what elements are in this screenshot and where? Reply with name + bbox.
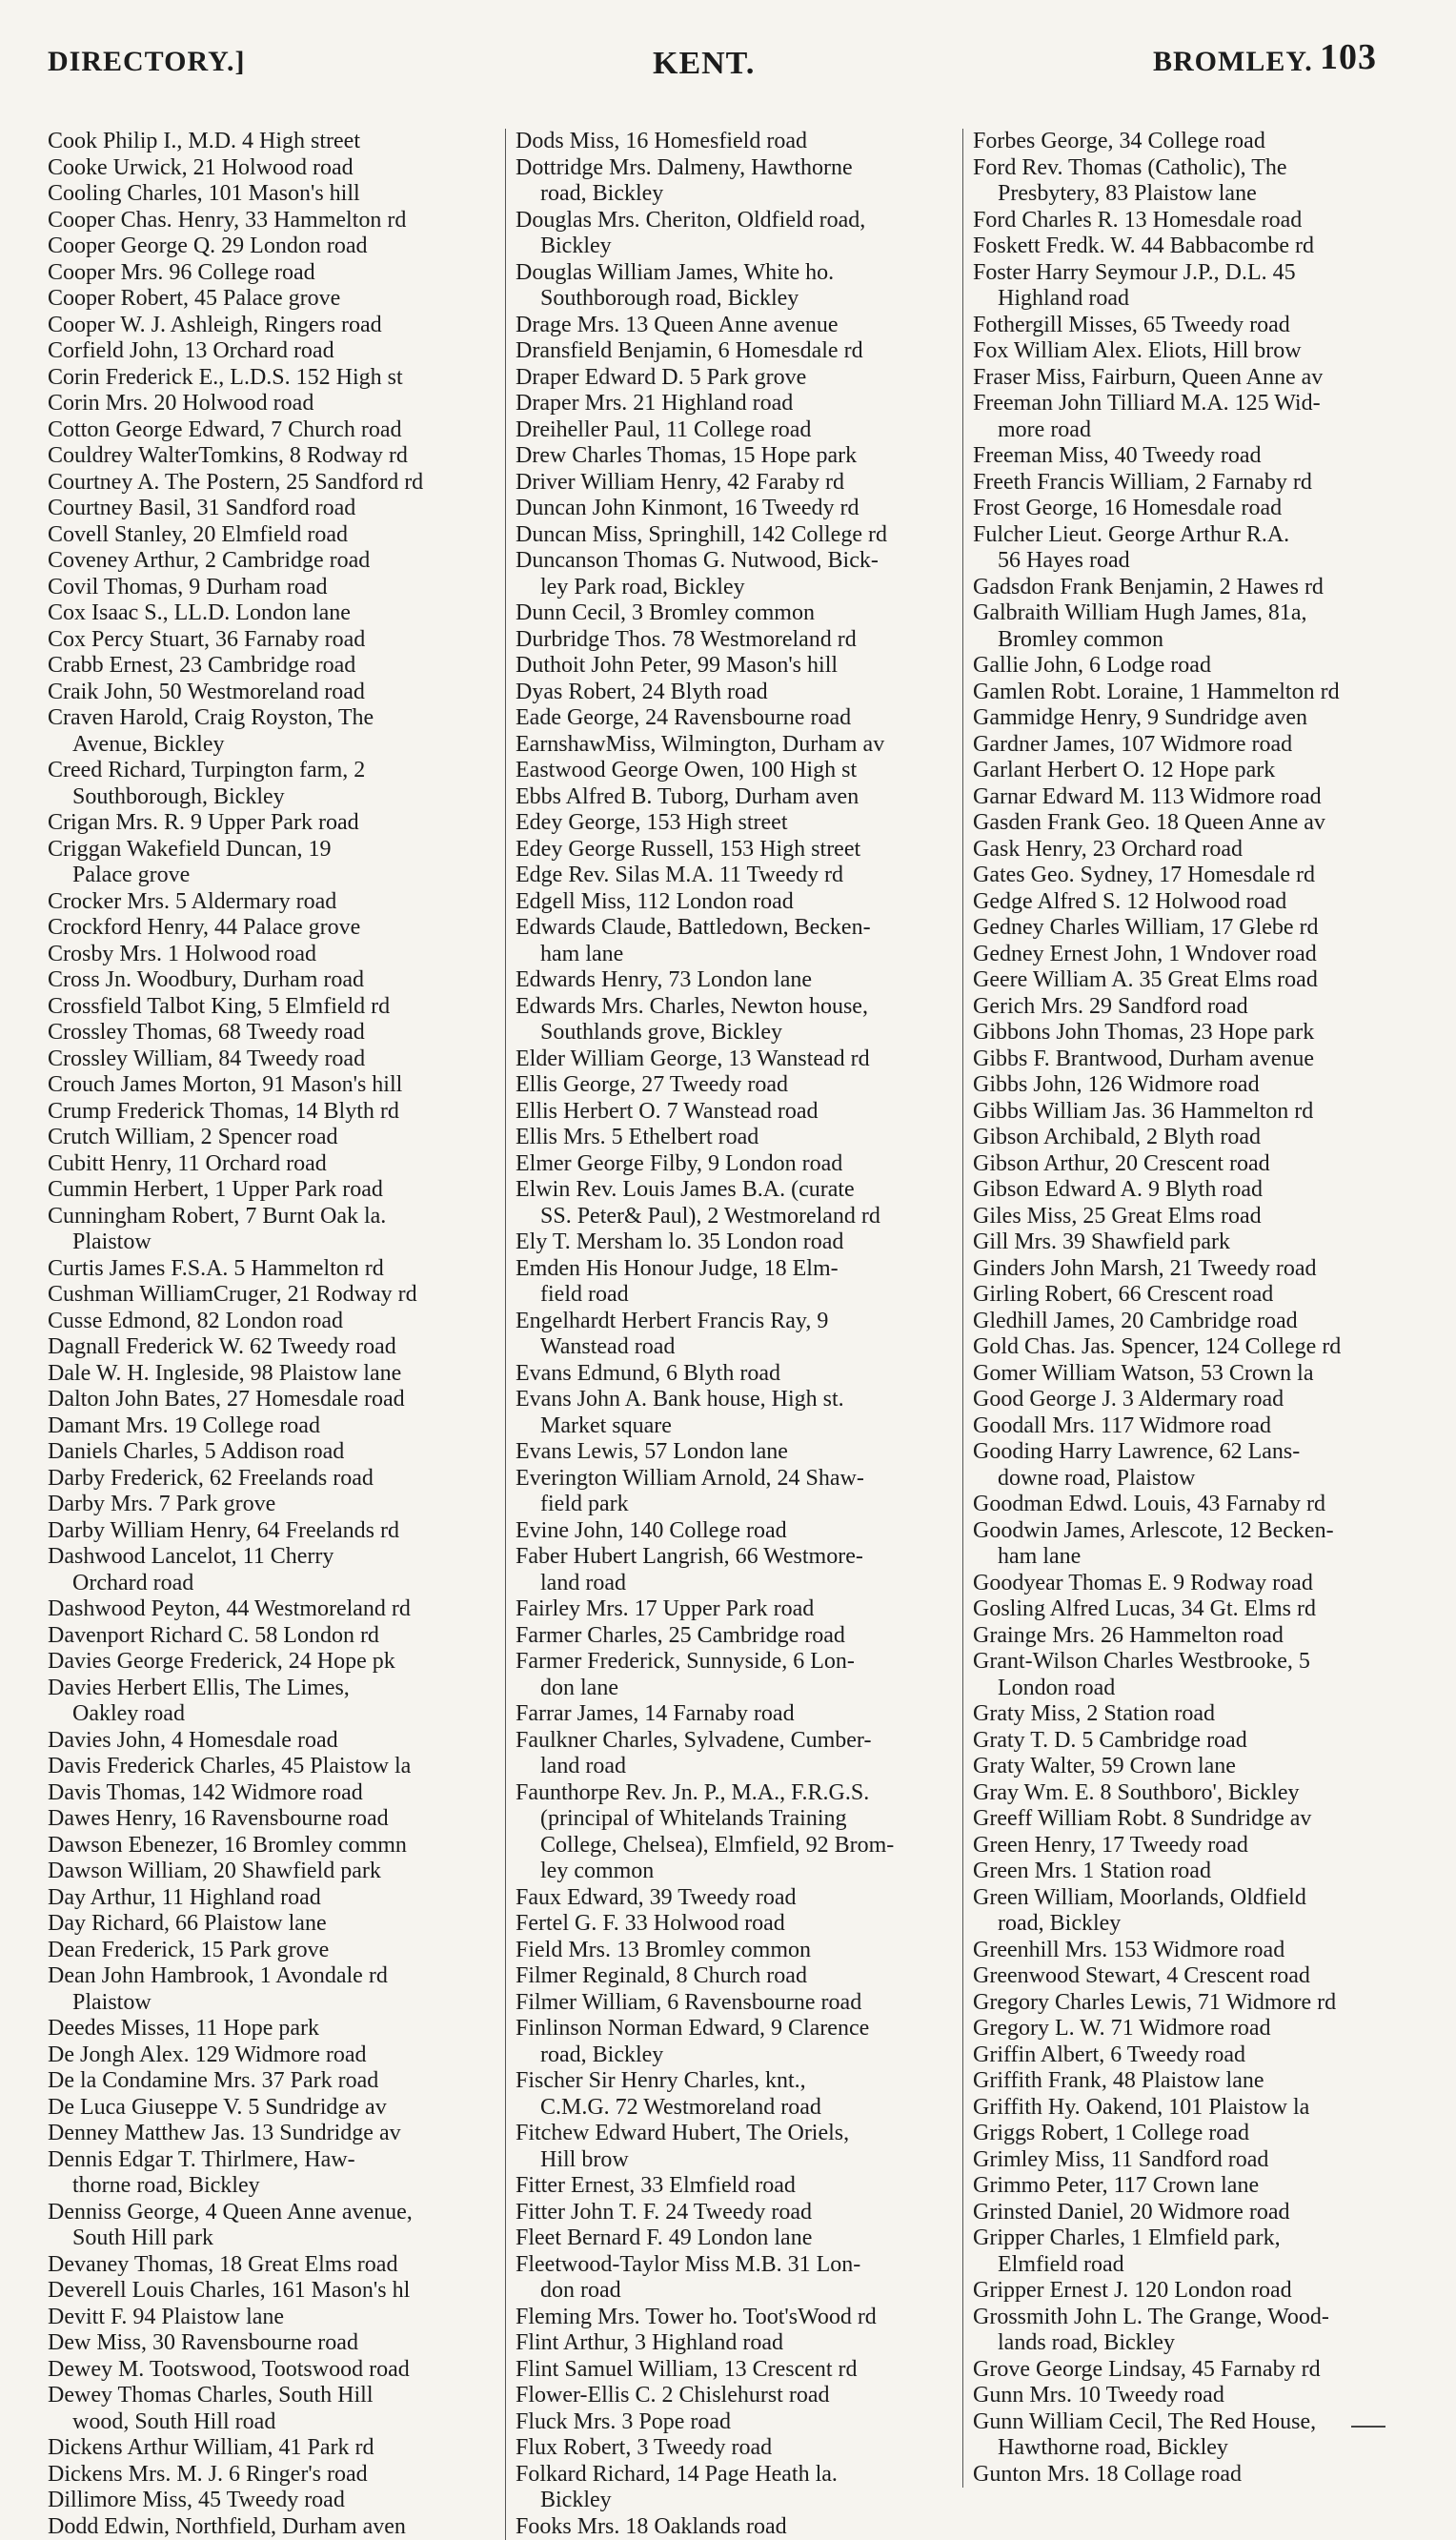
directory-entry: Market square bbox=[516, 1413, 965, 1440]
directory-entry: Green Henry, 17 Tweedy road bbox=[973, 1833, 1430, 1859]
directory-entry: Day Richard, 66 Plaistow lane bbox=[48, 1911, 495, 1938]
directory-entry: Edge Rev. Silas M.A. 11 Tweedy rd bbox=[516, 863, 965, 889]
directory-entry: Crump Frederick Thomas, 14 Blyth rd bbox=[48, 1099, 495, 1126]
directory-entry: Dalton John Bates, 27 Homesdale road bbox=[48, 1387, 495, 1413]
directory-entry: Evans Edmund, 6 Blyth road bbox=[516, 1361, 965, 1388]
directory-entry: Davenport Richard C. 58 London rd bbox=[48, 1623, 495, 1650]
directory-entry: Edwards Claude, Battledown, Becken- bbox=[516, 915, 965, 942]
directory-entry: Faunthorpe Rev. Jn. P., M.A., F.R.G.S. bbox=[516, 1780, 965, 1807]
directory-entry: Cook Philip I., M.D. 4 High street bbox=[48, 129, 495, 155]
directory-entry: Davies Herbert Ellis, The Limes, bbox=[48, 1676, 495, 1702]
directory-entry: Finlinson Norman Edward, 9 Clarence bbox=[516, 2016, 965, 2042]
directory-entry: Faulkner Charles, Sylvadene, Cumber- bbox=[516, 1728, 965, 1755]
directory-entry: Devitt F. 94 Plaistow lane bbox=[48, 2305, 495, 2331]
directory-entry: Ely T. Mersham lo. 35 London road bbox=[516, 1229, 965, 1256]
directory-entry: Gerich Mrs. 29 Sandford road bbox=[973, 994, 1430, 1021]
directory-entry: Flint Arthur, 3 Highland road bbox=[516, 2330, 965, 2357]
directory-entry: Gallie John, 6 Lodge road bbox=[973, 653, 1430, 680]
directory-entry: Fitchew Edward Hubert, The Oriels, bbox=[516, 2121, 965, 2147]
directory-entry: Dods Miss, 16 Homesfield road bbox=[516, 129, 965, 155]
directory-entry: Duncanson Thomas G. Nutwood, Bick- bbox=[516, 548, 965, 575]
directory-entry: Goodall Mrs. 117 Widmore road bbox=[973, 1413, 1430, 1440]
directory-entry: Greenwood Stewart, 4 Crescent road bbox=[973, 1963, 1430, 1990]
directory-entry: Ellis Mrs. 5 Ethelbert road bbox=[516, 1125, 965, 1151]
page-number: 103 bbox=[1320, 36, 1377, 78]
directory-entry: Greeff William Robt. 8 Sundridge av bbox=[973, 1806, 1430, 1833]
directory-entry: Graty Walter, 59 Crown lane bbox=[973, 1754, 1430, 1780]
directory-entry: Deverell Louis Charles, 161 Mason's hl bbox=[48, 2278, 495, 2305]
directory-entry: Covell Stanley, 20 Elmfield road bbox=[48, 522, 495, 549]
directory-entry: Crossley William, 84 Tweedy road bbox=[48, 1046, 495, 1073]
directory-entry: Fraser Miss, Fairburn, Queen Anne av bbox=[973, 365, 1430, 392]
directory-entry: Cooper Robert, 45 Palace grove bbox=[48, 286, 495, 313]
directory-entry: Forbes George, 34 College road bbox=[973, 129, 1430, 155]
directory-entry: Driver William Henry, 42 Faraby rd bbox=[516, 470, 965, 497]
directory-entry: Duncan John Kinmont, 16 Tweedy rd bbox=[516, 496, 965, 522]
directory-entry: Ebbs Alfred B. Tuborg, Durham aven bbox=[516, 784, 965, 811]
directory-entry: Covil Thomas, 9 Durham road bbox=[48, 575, 495, 601]
directory-entry: Gates Geo. Sydney, 17 Homesdale rd bbox=[973, 863, 1430, 889]
directory-entry: Green Mrs. 1 Station road bbox=[973, 1859, 1430, 1885]
directory-entry: Plaistow bbox=[48, 1229, 495, 1256]
directory-entry: Draper Mrs. 21 Highland road bbox=[516, 391, 965, 417]
directory-entry: Drage Mrs. 13 Queen Anne avenue bbox=[516, 313, 965, 339]
directory-entry: ley common bbox=[516, 1859, 965, 1885]
directory-entry: Craven Harold, Craig Royston, The bbox=[48, 705, 495, 732]
directory-entry: Hawthorne road, Bickley bbox=[973, 2435, 1430, 2462]
directory-entry: Dashwood Lancelot, 11 Cherry bbox=[48, 1544, 495, 1571]
directory-entry: Greenhill Mrs. 153 Widmore road bbox=[973, 1938, 1430, 1964]
directory-entry: South Hill park bbox=[48, 2225, 495, 2252]
directory-entry: Good George J. 3 Aldermary road bbox=[973, 1387, 1430, 1413]
directory-entry: Dewey Thomas Charles, South Hill bbox=[48, 2383, 495, 2409]
directory-entry: Dawson William, 20 Shawfield park bbox=[48, 1859, 495, 1885]
directory-entry: field park bbox=[516, 1492, 965, 1518]
directory-entry: Giles Miss, 25 Great Elms road bbox=[973, 1204, 1430, 1230]
directory-entry: Gunton Mrs. 18 Collage road bbox=[973, 2462, 1430, 2489]
directory-entry: EarnshawMiss, Wilmington, Durham av bbox=[516, 732, 965, 759]
directory-entry: Deedes Misses, 11 Hope park bbox=[48, 2016, 495, 2042]
directory-entry: Griffith Hy. Oakend, 101 Plaistow la bbox=[973, 2095, 1430, 2122]
directory-entry: Corin Frederick E., L.D.S. 152 High st bbox=[48, 365, 495, 392]
directory-entry: Creed Richard, Turpington farm, 2 bbox=[48, 758, 495, 784]
directory-entry: Gripper Charles, 1 Elmfield park, bbox=[973, 2225, 1430, 2252]
directory-entry: Coveney Arthur, 2 Cambridge road bbox=[48, 548, 495, 575]
directory-entry: Duncan Miss, Springhill, 142 College rd bbox=[516, 522, 965, 549]
directory-entry: Dawes Henry, 16 Ravensbourne road bbox=[48, 1806, 495, 1833]
directory-entry: don road bbox=[516, 2278, 965, 2305]
directory-entry: 56 Hayes road bbox=[973, 548, 1430, 575]
directory-entry: Grimley Miss, 11 Sandford road bbox=[973, 2147, 1430, 2174]
directory-entry: Gibbs John, 126 Widmore road bbox=[973, 1072, 1430, 1099]
directory-entry: Gomer William Watson, 53 Crown la bbox=[973, 1361, 1430, 1388]
directory-entry: Gedney Ernest John, 1 Wndover road bbox=[973, 942, 1430, 968]
directory-entry: Gadsdon Frank Benjamin, 2 Hawes rd bbox=[973, 575, 1430, 601]
directory-entry: Gedge Alfred S. 12 Holwood road bbox=[973, 889, 1430, 916]
directory-entry: Filmer Reginald, 8 Church road bbox=[516, 1963, 965, 1990]
directory-entry: Cooling Charles, 101 Mason's hill bbox=[48, 181, 495, 208]
directory-entry: Graty Miss, 2 Station road bbox=[973, 1701, 1430, 1728]
directory-entry: Evans John A. Bank house, High st. bbox=[516, 1387, 965, 1413]
directory-entry: Elwin Rev. Louis James B.A. (curate bbox=[516, 1177, 965, 1204]
directory-entry: Gibson Arthur, 20 Crescent road bbox=[973, 1151, 1430, 1178]
directory-entry: Gunn Mrs. 10 Tweedy road bbox=[973, 2383, 1430, 2409]
directory-entry: Flint Samuel William, 13 Crescent rd bbox=[516, 2357, 965, 2384]
directory-entry: Fischer Sir Henry Charles, knt., bbox=[516, 2068, 965, 2095]
directory-entry: Gibson Archibald, 2 Blyth road bbox=[973, 1125, 1430, 1151]
directory-entry: Cotton George Edward, 7 Church road bbox=[48, 417, 495, 444]
directory-entry: Hill brow bbox=[516, 2147, 965, 2174]
directory-entry: Crosby Mrs. 1 Holwood road bbox=[48, 942, 495, 968]
directory-entry: Eastwood George Owen, 100 High st bbox=[516, 758, 965, 784]
directory-entry: wood, South Hill road bbox=[48, 2409, 495, 2436]
directory-entry: Dew Miss, 30 Ravensbourne road bbox=[48, 2330, 495, 2357]
directory-entry: Curtis James F.S.A. 5 Hammelton rd bbox=[48, 1256, 495, 1283]
directory-entry: Gosling Alfred Lucas, 34 Gt. Elms rd bbox=[973, 1596, 1430, 1623]
directory-entry: more road bbox=[973, 417, 1430, 444]
directory-entry: Davies John, 4 Homesdale road bbox=[48, 1728, 495, 1755]
directory-entry: Presbytery, 83 Plaistow lane bbox=[973, 181, 1430, 208]
directory-entry: Gask Henry, 23 Orchard road bbox=[973, 837, 1430, 864]
directory-entry: Durbridge Thos. 78 Westmoreland rd bbox=[516, 627, 965, 654]
directory-entry: Corfield John, 13 Orchard road bbox=[48, 338, 495, 365]
directory-entry: Bickley bbox=[516, 2488, 965, 2514]
directory-entry: Draper Edward D. 5 Park grove bbox=[516, 365, 965, 392]
directory-entry: ham lane bbox=[516, 942, 965, 968]
page-header bbox=[48, 29, 1382, 95]
directory-entry: Denney Matthew Jas. 13 Sundridge av bbox=[48, 2121, 495, 2147]
directory-entry: Fitter John T. F. 24 Tweedy road bbox=[516, 2200, 965, 2226]
directory-entry: Flower-Ellis C. 2 Chislehurst road bbox=[516, 2383, 965, 2409]
directory-entry: Crockford Henry, 44 Palace grove bbox=[48, 915, 495, 942]
directory-entry: Edgell Miss, 112 London road bbox=[516, 889, 965, 916]
directory-entry: Palace grove bbox=[48, 863, 495, 889]
directory-entry: Frost George, 16 Homesdale road bbox=[973, 496, 1430, 522]
directory-entry: Dean John Hambrook, 1 Avondale rd bbox=[48, 1963, 495, 1990]
directory-entry: Galbraith William Hugh James, 81a, bbox=[973, 600, 1430, 627]
directory-entry: De Jongh Alex. 129 Widmore road bbox=[48, 2042, 495, 2069]
directory-entry: lands road, Bickley bbox=[973, 2330, 1430, 2357]
directory-entry: Dean Frederick, 15 Park grove bbox=[48, 1938, 495, 1964]
directory-entry: Davis Frederick Charles, 45 Plaistow la bbox=[48, 1754, 495, 1780]
directory-entry: Dickens Mrs. M. J. 6 Ringer's road bbox=[48, 2462, 495, 2489]
directory-entry: Freeman John Tilliard M.A. 125 Wid- bbox=[973, 391, 1430, 417]
directory-entry: Davies George Frederick, 24 Hope pk bbox=[48, 1649, 495, 1676]
directory-entry: Denniss George, 4 Queen Anne avenue, bbox=[48, 2200, 495, 2226]
directory-entry: Gray Wm. E. 8 Southboro', Bickley bbox=[973, 1780, 1430, 1807]
directory-entry: Ford Rev. Thomas (Catholic), The bbox=[973, 155, 1430, 182]
directory-entry: Cox Percy Stuart, 36 Farnaby road bbox=[48, 627, 495, 654]
directory-entry: Farmer Charles, 25 Cambridge road bbox=[516, 1623, 965, 1650]
directory-entry: Ginders John Marsh, 21 Tweedy road bbox=[973, 1256, 1430, 1283]
directory-entry: Southborough road, Bickley bbox=[516, 286, 965, 313]
directory-entry: Cusse Edmond, 82 London road bbox=[48, 1309, 495, 1335]
directory-entry: Edwards Mrs. Charles, Newton house, bbox=[516, 994, 965, 1021]
directory-entry: Douglas Mrs. Cheriton, Oldfield road, bbox=[516, 208, 965, 234]
directory-entry: Freeman Miss, 40 Tweedy road bbox=[973, 443, 1430, 470]
directory-entry: Couldrey WalterTomkins, 8 Rodway rd bbox=[48, 443, 495, 470]
directory-entry: Goodwin James, Arlescote, 12 Becken- bbox=[973, 1518, 1430, 1545]
directory-entry: Duthoit John Peter, 99 Mason's hill bbox=[516, 653, 965, 680]
directory-entry: Douglas William James, White ho. bbox=[516, 260, 965, 287]
directory-entry: Everington William Arnold, 24 Shaw- bbox=[516, 1466, 965, 1493]
directory-entry: Gold Chas. Jas. Spencer, 124 College rd bbox=[973, 1334, 1430, 1361]
directory-entry: Ford Charles R. 13 Homesdale road bbox=[973, 208, 1430, 234]
directory-entry: Dickens Arthur William, 41 Park rd bbox=[48, 2435, 495, 2462]
directory-entry: ham lane bbox=[973, 1544, 1430, 1571]
directory-entry: Farrar James, 14 Farnaby road bbox=[516, 1701, 965, 1728]
directory-entry: Cushman WilliamCruger, 21 Rodway rd bbox=[48, 1282, 495, 1309]
directory-entry: Dyas Robert, 24 Blyth road bbox=[516, 680, 965, 706]
directory-entry: Highland road bbox=[973, 286, 1430, 313]
directory-entry: Fertel G. F. 33 Holwood road bbox=[516, 1911, 965, 1938]
directory-entry: road, Bickley bbox=[973, 1911, 1430, 1938]
directory-entry: Elmfield road bbox=[973, 2252, 1430, 2279]
directory-entry: Folkard Richard, 14 Page Heath la. bbox=[516, 2462, 965, 2489]
directory-entry: Crouch James Morton, 91 Mason's hill bbox=[48, 1072, 495, 1099]
directory-entry: Dreiheller Paul, 11 College road bbox=[516, 417, 965, 444]
running-head-right: BROMLEY. bbox=[1153, 46, 1313, 78]
directory-entry: (principal of Whitelands Training bbox=[516, 1806, 965, 1833]
directory-entry: Dunn Cecil, 3 Bromley common bbox=[516, 600, 965, 627]
directory-entry: Fleet Bernard F. 49 London lane bbox=[516, 2225, 965, 2252]
directory-entry: land road bbox=[516, 1571, 965, 1597]
directory-entry: Edey George Russell, 153 High street bbox=[516, 837, 965, 864]
directory-entry: Crutch William, 2 Spencer road bbox=[48, 1125, 495, 1151]
directory-entry: Avenue, Bickley bbox=[48, 732, 495, 759]
running-head-center: KENT. bbox=[653, 46, 755, 82]
directory-entry: Fulcher Lieut. George Arthur R.A. bbox=[973, 522, 1430, 549]
directory-entry: Gedney Charles William, 17 Glebe rd bbox=[973, 915, 1430, 942]
directory-entry: Filmer William, 6 Ravensbourne road bbox=[516, 1990, 965, 2017]
directory-entry: Cooper Chas. Henry, 33 Hammelton rd bbox=[48, 208, 495, 234]
directory-entry: Dillimore Miss, 45 Tweedy road bbox=[48, 2488, 495, 2514]
directory-entry: Dawson Ebenezer, 16 Bromley commn bbox=[48, 1833, 495, 1859]
directory-entry: Criggan Wakefield Duncan, 19 bbox=[48, 837, 495, 864]
directory-entry: Crabb Ernest, 23 Cambridge road bbox=[48, 653, 495, 680]
directory-entry: Courtney A. The Postern, 25 Sandford rd bbox=[48, 470, 495, 497]
column-2 bbox=[505, 129, 965, 2540]
directory-entry: Field Mrs. 13 Bromley common bbox=[516, 1938, 965, 1964]
directory-entry: Griffin Albert, 6 Tweedy road bbox=[973, 2042, 1430, 2069]
directory-entry: Gunn William Cecil, The Red House, bbox=[973, 2409, 1430, 2436]
directory-entry: Gibbs William Jas. 36 Hammelton rd bbox=[973, 1099, 1430, 1126]
directory-entry: Griggs Robert, 1 College road bbox=[973, 2121, 1430, 2147]
directory-entry: Freeth Francis William, 2 Farnaby rd bbox=[973, 470, 1430, 497]
directory-entry: Ellis George, 27 Tweedy road bbox=[516, 1072, 965, 1099]
directory-entry: Fleetwood-Taylor Miss M.B. 31 Lon- bbox=[516, 2252, 965, 2279]
directory-entry: Southborough, Bickley bbox=[48, 784, 495, 811]
directory-entry: Dale W. H. Ingleside, 98 Plaistow lane bbox=[48, 1361, 495, 1388]
directory-entry: Dewey M. Tootswood, Tootswood road bbox=[48, 2357, 495, 2384]
directory-entry: London road bbox=[973, 1676, 1430, 1702]
directory-entry: Griffith Frank, 48 Plaistow lane bbox=[973, 2068, 1430, 2095]
directory-entry: Crigan Mrs. R. 9 Upper Park road bbox=[48, 810, 495, 837]
directory-entry: Grimmo Peter, 117 Crown lane bbox=[973, 2173, 1430, 2200]
directory-entry: Evans Lewis, 57 London lane bbox=[516, 1439, 965, 1466]
directory-entry: Evine John, 140 College road bbox=[516, 1518, 965, 1545]
directory-entry: Corin Mrs. 20 Holwood road bbox=[48, 391, 495, 417]
directory-entry: Darby Mrs. 7 Park grove bbox=[48, 1492, 495, 1518]
directory-entry: thorne road, Bickley bbox=[48, 2173, 495, 2200]
directory-entry: De la Condamine Mrs. 37 Park road bbox=[48, 2068, 495, 2095]
directory-entry: Fox William Alex. Eliots, Hill brow bbox=[973, 338, 1430, 365]
directory-entry: Grossmith John L. The Grange, Wood- bbox=[973, 2305, 1430, 2331]
directory-entry: field road bbox=[516, 1282, 965, 1309]
directory-entry: Fluck Mrs. 3 Pope road bbox=[516, 2409, 965, 2436]
directory-entry: Flux Robert, 3 Tweedy road bbox=[516, 2435, 965, 2462]
directory-entry: Cooper W. J. Ashleigh, Ringers road bbox=[48, 313, 495, 339]
directory-entry: Garnar Edward M. 113 Widmore road bbox=[973, 784, 1430, 811]
directory-entry: De Luca Giuseppe V. 5 Sundridge av bbox=[48, 2095, 495, 2122]
directory-entry: Drew Charles Thomas, 15 Hope park bbox=[516, 443, 965, 470]
directory-entry: road, Bickley bbox=[516, 181, 965, 208]
directory-entry: don lane bbox=[516, 1676, 965, 1702]
directory-entry: Elder William George, 13 Wanstead rd bbox=[516, 1046, 965, 1073]
directory-entry: Fairley Mrs. 17 Upper Park road bbox=[516, 1596, 965, 1623]
directory-entry: Wanstead road bbox=[516, 1334, 965, 1361]
directory-entry: Dagnall Frederick W. 62 Tweedy road bbox=[48, 1334, 495, 1361]
directory-entry: Cox Isaac S., LL.D. London lane bbox=[48, 600, 495, 627]
directory-entry: Faux Edward, 39 Tweedy road bbox=[516, 1885, 965, 1912]
directory-entry: Damant Mrs. 19 College road bbox=[48, 1413, 495, 1440]
directory-entry: Grinsted Daniel, 20 Widmore road bbox=[973, 2200, 1430, 2226]
directory-entry: Gasden Frank Geo. 18 Queen Anne av bbox=[973, 810, 1430, 837]
directory-entry: Grove George Lindsay, 45 Farnaby rd bbox=[973, 2357, 1430, 2384]
footer-rule bbox=[1351, 2426, 1385, 2428]
running-head-left: DIRECTORY.] bbox=[48, 46, 246, 78]
directory-entry: Farmer Frederick, Sunnyside, 6 Lon- bbox=[516, 1649, 965, 1676]
directory-entry: Foster Harry Seymour J.P., D.L. 45 bbox=[973, 260, 1430, 287]
directory-entry: Crossfield Talbot King, 5 Elmfield rd bbox=[48, 994, 495, 1021]
directory-entry: Emden His Honour Judge, 18 Elm- bbox=[516, 1256, 965, 1283]
directory-entry: Graty T. D. 5 Cambridge road bbox=[973, 1728, 1430, 1755]
directory-entry: land road bbox=[516, 1754, 965, 1780]
directory-entry: Grainge Mrs. 26 Hammelton road bbox=[973, 1623, 1430, 1650]
directory-entry: Crocker Mrs. 5 Aldermary road bbox=[48, 889, 495, 916]
directory-entry: Orchard road bbox=[48, 1571, 495, 1597]
directory-entry: ley Park road, Bickley bbox=[516, 575, 965, 601]
directory-entry: Crossley Thomas, 68 Tweedy road bbox=[48, 1020, 495, 1046]
directory-entry: Gooding Harry Lawrence, 62 Lans- bbox=[973, 1439, 1430, 1466]
directory-entry: Edey George, 153 High street bbox=[516, 810, 965, 837]
directory-entry: Gripper Ernest J. 120 London road bbox=[973, 2278, 1430, 2305]
directory-entry: Cubitt Henry, 11 Orchard road bbox=[48, 1151, 495, 1178]
directory-entry: Gregory Charles Lewis, 71 Widmore rd bbox=[973, 1990, 1430, 2017]
directory-entry: Bromley common bbox=[973, 627, 1430, 654]
directory-entry: Faber Hubert Langrish, 66 Westmore- bbox=[516, 1544, 965, 1571]
directory-entry: Ellis Herbert O. 7 Wanstead road bbox=[516, 1099, 965, 1126]
directory-entry: Goodman Edwd. Louis, 43 Farnaby rd bbox=[973, 1492, 1430, 1518]
directory-entry: Dashwood Peyton, 44 Westmoreland rd bbox=[48, 1596, 495, 1623]
directory-entry: Gardner James, 107 Widmore road bbox=[973, 732, 1430, 759]
directory-entry: Daniels Charles, 5 Addison road bbox=[48, 1439, 495, 1466]
directory-entry: Edwards Henry, 73 London lane bbox=[516, 967, 965, 994]
directory-entry: Fitter Ernest, 33 Elmfield road bbox=[516, 2173, 965, 2200]
directory-entry: Southlands grove, Bickley bbox=[516, 1020, 965, 1046]
directory-entry: Gibbons John Thomas, 23 Hope park bbox=[973, 1020, 1430, 1046]
directory-entry: Gregory L. W. 71 Widmore road bbox=[973, 2016, 1430, 2042]
directory-entry: Gammidge Henry, 9 Sundridge aven bbox=[973, 705, 1430, 732]
directory-entry: Geere William A. 35 Great Elms road bbox=[973, 967, 1430, 994]
directory-entry: Grant-Wilson Charles Westbrooke, 5 bbox=[973, 1649, 1430, 1676]
directory-entry: Craik John, 50 Westmoreland road bbox=[48, 680, 495, 706]
directory-entry: road, Bickley bbox=[516, 2042, 965, 2069]
directory-entry: Cummin Herbert, 1 Upper Park road bbox=[48, 1177, 495, 1204]
directory-entry: Green William, Moorlands, Oldfield bbox=[973, 1885, 1430, 1912]
directory-entry: Fothergill Misses, 65 Tweedy road bbox=[973, 313, 1430, 339]
directory-entry: Cross Jn. Woodbury, Durham road bbox=[48, 967, 495, 994]
directory-entry: Oakley road bbox=[48, 1701, 495, 1728]
directory-entry: Plaistow bbox=[48, 1990, 495, 2017]
directory-entry: Dottridge Mrs. Dalmeny, Hawthorne bbox=[516, 155, 965, 182]
directory-entry: Engelhardt Herbert Francis Ray, 9 bbox=[516, 1309, 965, 1335]
directory-entry: Girling Robert, 66 Crescent road bbox=[973, 1282, 1430, 1309]
directory-entry: Dodd Edwin, Northfield, Durham aven bbox=[48, 2514, 495, 2540]
directory-entry: Elmer George Filby, 9 London road bbox=[516, 1151, 965, 1178]
directory-entry: Garlant Herbert O. 12 Hope park bbox=[973, 758, 1430, 784]
directory-entry: Cunningham Robert, 7 Burnt Oak la. bbox=[48, 1204, 495, 1230]
directory-entry: Goodyear Thomas E. 9 Rodway road bbox=[973, 1571, 1430, 1597]
directory-entry: SS. Peter& Paul), 2 Westmoreland rd bbox=[516, 1204, 965, 1230]
directory-entry: Davis Thomas, 142 Widmore road bbox=[48, 1780, 495, 1807]
directory-entry: Courtney Basil, 31 Sandford road bbox=[48, 496, 495, 522]
directory-entry: College, Chelsea), Elmfield, 92 Brom- bbox=[516, 1833, 965, 1859]
directory-entry: Foskett Fredk. W. 44 Babbacombe rd bbox=[973, 234, 1430, 260]
directory-entry: Eade George, 24 Ravensbourne road bbox=[516, 705, 965, 732]
directory-entry: Gibbs F. Brantwood, Durham avenue bbox=[973, 1046, 1430, 1073]
directory-entry: Gamlen Robt. Loraine, 1 Hammelton rd bbox=[973, 680, 1430, 706]
directory-entry: Darby William Henry, 64 Freelands rd bbox=[48, 1518, 495, 1545]
directory-entry: Bickley bbox=[516, 234, 965, 260]
directory-entry: Fleming Mrs. Tower ho. Toot'sWood rd bbox=[516, 2305, 965, 2331]
directory-entry: Cooper George Q. 29 London road bbox=[48, 234, 495, 260]
directory-entry: Gibson Edward A. 9 Blyth road bbox=[973, 1177, 1430, 1204]
directory-entry: Fooks Mrs. 18 Oaklands road bbox=[516, 2514, 965, 2540]
directory-entry: Gledhill James, 20 Cambridge road bbox=[973, 1309, 1430, 1335]
directory-entry: Darby Frederick, 62 Freelands road bbox=[48, 1466, 495, 1493]
column-3 bbox=[962, 129, 1430, 2488]
directory-entry: Devaney Thomas, 18 Great Elms road bbox=[48, 2252, 495, 2279]
directory-entry: Dransfield Benjamin, 6 Homesdale rd bbox=[516, 338, 965, 365]
directory-entry: Cooke Urwick, 21 Holwood road bbox=[48, 155, 495, 182]
directory-entry: Gill Mrs. 39 Shawfield park bbox=[973, 1229, 1430, 1256]
column-1 bbox=[48, 129, 495, 2540]
directory-entry: downe road, Plaistow bbox=[973, 1466, 1430, 1493]
directory-entry: C.M.G. 72 Westmoreland road bbox=[516, 2095, 965, 2122]
directory-entry: Cooper Mrs. 96 College road bbox=[48, 260, 495, 287]
directory-entry: Day Arthur, 11 Highland road bbox=[48, 1885, 495, 1912]
directory-entry: Dennis Edgar T. Thirlmere, Haw- bbox=[48, 2147, 495, 2174]
